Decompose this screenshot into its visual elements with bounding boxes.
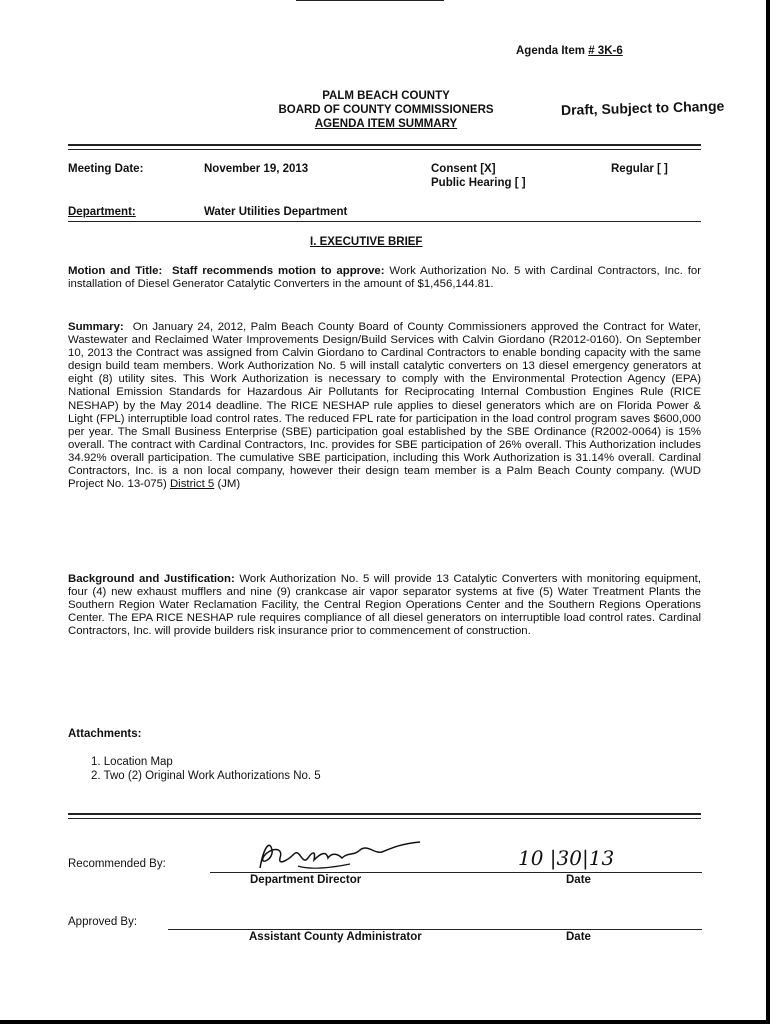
header-rule-1 <box>68 144 701 146</box>
agenda-item-prefix: Agenda Item <box>516 45 589 57</box>
regular-checkbox: Regular [ ] <box>611 163 668 175</box>
agenda-item-id: # 3K-6 <box>588 45 623 57</box>
motion-lead: Staff recommends motion to approve: <box>172 265 385 277</box>
department-value: Water Utilities Department <box>204 206 348 218</box>
section-title-text: I. EXECUTIVE BRIEF <box>310 236 423 248</box>
attachment-item-2: 2. Two (2) Original Work Authorizations No. 5 <box>91 770 321 782</box>
approved-date-label: Date <box>566 931 591 943</box>
motion-text: Work Authorization No. 5 with Cardinal Contractors, Inc. for installation of Diesel Generator Catalytic Converters in the amount of $1,456,144.81. <box>68 265 701 291</box>
attachments-label: Attachments: <box>68 728 142 740</box>
scan-border-bottom <box>0 1020 770 1024</box>
motion-paragraph <box>68 265 701 291</box>
summary-paragraph <box>68 321 701 491</box>
board-name: BOARD OF COUNTY COMMISSIONERS <box>278 104 494 116</box>
public-hearing-checkbox: Public Hearing [ ] <box>431 177 526 189</box>
agenda-item-number <box>516 45 623 57</box>
approved-by-label: Approved By: <box>68 916 138 928</box>
section-title <box>310 236 422 248</box>
approved-signature-line <box>168 929 702 930</box>
summary-district: District 5 <box>169 478 215 491</box>
background-paragraph <box>68 573 701 638</box>
meeting-date-label: Meeting Date: <box>68 163 144 175</box>
consent-checkbox: Consent [X] <box>431 163 496 175</box>
summary-text: On January 24, 2012, Palm Beach County Board of County Commissioners approved the Contract for Water, Wastewater and Reclaimed Water Improvements Design/Build Services with Calvin Giordano (R2012-0160). On September 10, 2013 the Contract was assigned from Calvin Giordano to Cardinal Contractors to enable bonding capacity with the same design build team members. Work Authorization No. 5 will install catalytic converters on 13 diesel emergency generators at eight (8) utility sites. This Work Authorization is necessary to comply with the Environmental Protection Agency (EPA) National Emission Standards for Hazardous Air Pollutants for Reciprocating Internal Combustion Engines Rule (RICE NESHAP) by the May 2014 deadline. The RICE NESHAP rule applies to diesel generators which are on Florida Power & Light (FPL) interruptible load control rates. The reduced FPL rate for participation in the load control program saves $600,000 per year. The Small Business Enterprise (SBE) participation goal established by the SBE Ordinance (R2002-0064) is 15% overall. The contract with Cardinal Contractors, Inc. provides for SBE participation of 26% overall. This Authorization includes 34.92% overall participation. The cumulative SBE participation, including this Work Authorization is 31.14% overall. Cardinal Contractors, Inc. is a non local company, however their design team member is a Palm Beach County company. (WUD Project No. 13-075) <box>68 321 701 491</box>
header-rule-2 <box>68 149 701 150</box>
department-rule <box>68 221 701 222</box>
recommended-date-handwritten: 10 |30|13 <box>518 846 615 870</box>
assistant-administrator-title: Assistant County Administrator <box>249 931 422 943</box>
recommended-by-label: Recommended By: <box>68 858 166 870</box>
summary-initials: (JM) <box>217 478 241 491</box>
summary-label: Summary: <box>68 321 124 333</box>
meeting-date-value: November 19, 2013 <box>204 163 309 175</box>
attachment-item-1: 1. Location Map <box>91 756 173 768</box>
scan-border-right <box>766 0 770 1024</box>
draft-note: Draft, Subject to Change <box>560 97 725 118</box>
background-text: Work Authorization No. 5 will provide 13 Catalytic Converters with monitoring equipment, four (4) new exhaust mufflers and nine (9) crankcase air vapor separator systems at five (5) Water Treatment Plants the Southern Region Water Reclamation Facility, the Central Region Operations Center and the Southern Regions Operations Center. The EPA RICE NESHAP rule requires compliance of all diesel generators on interruptible load control rates. Cardinal Contractors, Inc. will provide builders risk insurance prior to commencement of construction. <box>68 573 701 638</box>
department-director-title: Department Director <box>250 874 362 886</box>
county-name: PALM BEACH COUNTY <box>322 90 450 102</box>
summary-title: AGENDA ITEM SUMMARY <box>314 118 458 130</box>
recommended-date-label: Date <box>566 874 591 886</box>
recommended-signature-line <box>210 872 702 873</box>
director-signature <box>250 836 440 876</box>
signature-rule-2 <box>68 818 701 819</box>
top-edge-rule <box>296 0 444 1</box>
signature-rule-1 <box>68 813 701 815</box>
department-label: Department: <box>68 206 136 218</box>
background-label: Background and Justification: <box>68 573 235 585</box>
motion-label: Motion and Title: <box>68 265 163 277</box>
